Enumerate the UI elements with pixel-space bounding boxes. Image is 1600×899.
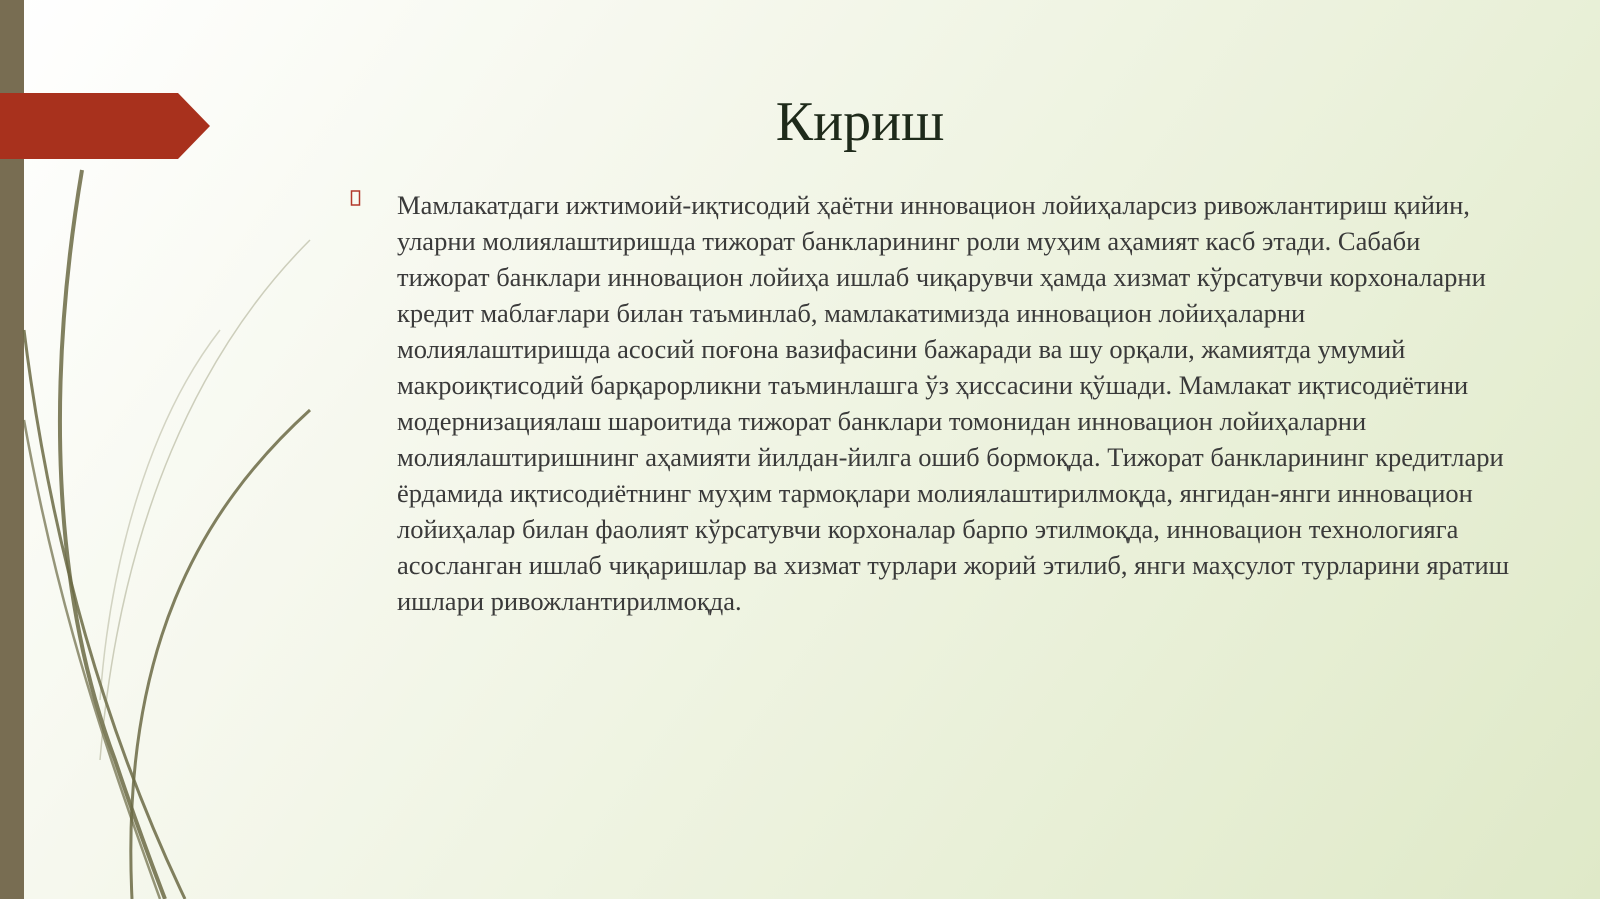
stem-4 [131,410,310,899]
stem-2 [24,330,185,899]
body-paragraph: Мамлакатдаги ижтимоий-иқтисодий ҳаётни инновацион лойиҳаларсиз ривожлантириш қийин, уларни молиялаштиришда тижорат банкларининг роли муҳим аҳамият касб этади. Сабаби тижорат банклари инновацион лойиҳа ишлаб чиқарувчи ҳамда хизмат кўрсатувчи корхоналарни кредит маблағлари билан таъминлаб, мамлакатимизда инновацион лойиҳаларни молиялаштиришда асосий поғона вазифасини бажаради ва шу орқали, жамиятда умумий макроиқтисодий барқарорликни таъминлашга ўз ҳиссасини қўшади. Мамлакат иқтисодиётини модернизациялаш шароитида тижорат банклари томонидан инновацион лойиҳаларни молиялаштиришнинг аҳамияти йилдан-йилга ошиб бормоқда. Тижорат банкларининг кредитлари ёрдамида иқтисодиётнинг муҳим тармоқлари молиялаштирилмоқда, янгидан-янги инновацион лойиҳалар билан фаолият кўрсатувчи корхоналар барпо этилмоқда, инновацион технологияга асосланган ишлаб чиқаришлар ва хизмат турлари жорий этилиб, янги маҳсулот турларини яратиш ишлари ривожлантирилмоқда. [397,190,1510,616]
slide-title: Кириш [775,91,945,153]
red-arrow-tab [0,93,210,159]
square-bullet-icon [350,189,362,209]
content-block [350,187,1510,619]
stem-1 [60,170,165,899]
stem-5 [100,240,310,760]
